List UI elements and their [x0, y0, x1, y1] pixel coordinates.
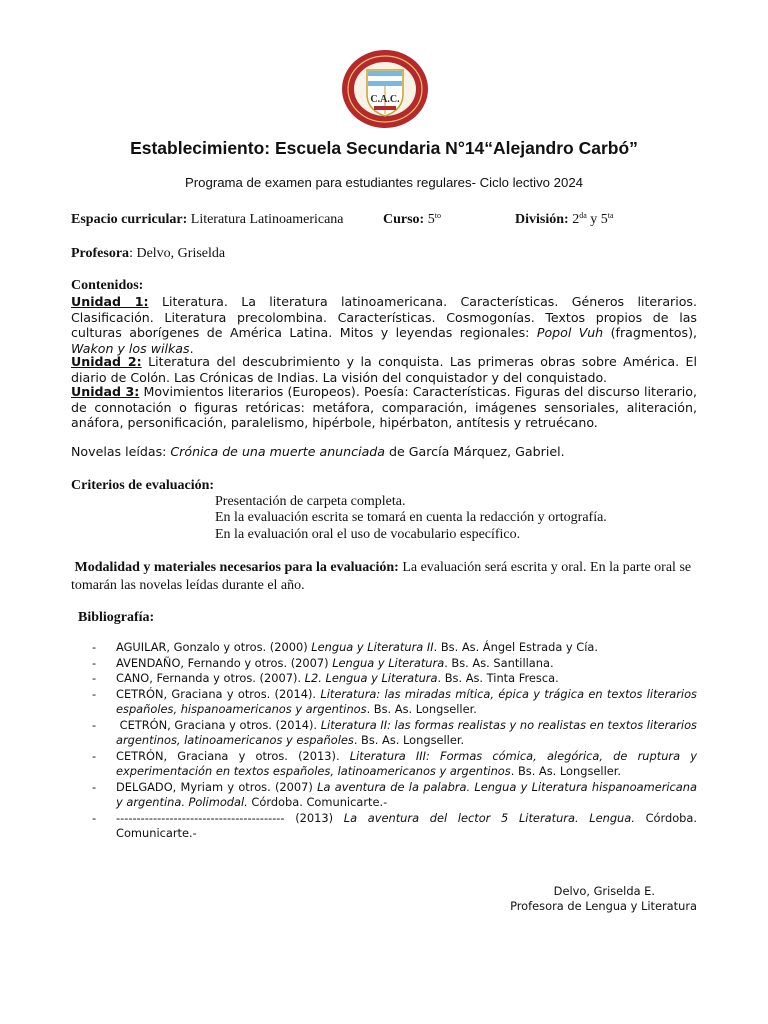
bibliografia-item — [92, 640, 697, 656]
division-value-1: 2 — [572, 212, 580, 227]
unidad-1-label: Unidad 1: — [71, 294, 149, 309]
logo-flag-stripe-mid — [368, 76, 402, 81]
bib-title: Literatura III: Formas cómica, alegórica, de ruptura y experimentación en textos españoles, latinoamericanos y argentinos — [116, 748, 697, 778]
bib-author: CETRÓN, Graciana y otros. (2013). — [116, 748, 350, 763]
bib-publisher: . Bs. As. Santillana. — [444, 655, 554, 670]
bullet-dash: - — [92, 640, 97, 654]
bib-publisher: . Bs. As. Tinta Fresca. — [437, 671, 559, 685]
novelas-author: de García Márquez, Gabriel. — [389, 444, 565, 459]
curso-sup: to — [434, 211, 441, 220]
division-sup-2: ta — [607, 211, 614, 220]
bullet-dash: - — [92, 810, 97, 825]
bib-publisher: . Bs. As. Longseller. — [366, 702, 477, 716]
division-label: División: — [515, 212, 569, 227]
bibliografia-item — [92, 671, 697, 687]
curso-label: Curso: — [383, 212, 425, 227]
unidad-1-paragraph — [71, 294, 697, 356]
espacio-label: Espacio curricular: — [71, 212, 188, 227]
criterios-heading: Criterios de evaluación: — [71, 478, 215, 493]
unidad-2-paragraph — [71, 354, 697, 385]
novelas-leidas — [71, 444, 565, 459]
bibliografia-heading: Bibliografía: — [78, 610, 155, 625]
unidad-2-text: Literatura del descubrimiento y la conquista. Las primeras obras sobre América. El diario de Colón. Las Crónicas de Indias. La visión del conquistador y del conquistado. — [71, 354, 697, 385]
unidad-1-book-popol-vuh: Popol Vuh — [536, 325, 604, 340]
bib-author: AGUILAR, Gonzalo y otros. (2000) — [116, 640, 312, 654]
bib-publisher: . Bs. As. Longseller. — [353, 733, 465, 747]
signature-role: Profesora de Lengua y Literatura — [510, 898, 697, 913]
bullet-dash: - — [92, 779, 97, 794]
page-subtitle: Programa de examen para estudiantes regulares- Ciclo lectivo 2024 — [184, 175, 584, 190]
bullet-dash: - — [92, 717, 97, 732]
division-value-2: 5 — [600, 212, 608, 227]
school-logo — [340, 48, 430, 130]
bibliografia-item — [92, 687, 697, 718]
bib-author: CANO, Fernanda y otros. (2007). — [116, 671, 305, 685]
bib-author: CETRÓN, Graciana y otros. (2014). — [116, 686, 321, 701]
bibliografia-item — [92, 718, 697, 749]
unidad-3-paragraph — [71, 384, 697, 431]
curso-value: 5 — [427, 212, 435, 227]
unidad-1-end: . — [189, 340, 194, 356]
bib-title: Literatura: las miradas mítica, épica y trágica en textos literarios españoles, hispanoamericanos y argentinos — [116, 686, 697, 716]
division-join: y — [590, 212, 598, 227]
bibliografia-item — [92, 811, 697, 842]
bib-title: Lengua y Literatura — [332, 655, 445, 670]
bibliografia-item — [92, 780, 697, 811]
unidad-2-label: Unidad 2: — [71, 354, 142, 369]
bibliografia-list — [92, 640, 697, 842]
bib-title: Lengua y Literatura II — [311, 640, 434, 654]
bullet-dash: - — [92, 686, 97, 701]
unidad-3-label: Unidad 3: — [71, 384, 140, 399]
signature-block — [497, 884, 697, 913]
bib-title: Literatura II: las formas realistas y no realistas en textos literarios argentinos, latinoamericanos y españoles — [116, 717, 697, 747]
modalidad-paragraph — [71, 559, 697, 595]
novelas-label: Novelas leídas: — [71, 444, 167, 459]
division-sup-1: da — [579, 211, 587, 220]
bib-author: ----------------------------------------- (2013) — [116, 810, 344, 825]
bullet-dash: - — [92, 748, 97, 763]
bib-publisher: Córdoba. Comunicarte.- — [116, 810, 698, 840]
bib-author: AVENDAÑO, Fernando y otros. (2007) — [116, 655, 333, 670]
bullet-dash: - — [92, 671, 97, 685]
page-title: Establecimiento: Escuela Secundaria N°14“Alejandro Carbó” — [130, 138, 638, 158]
bib-publisher: . Bs. As. Ángel Estrada y Cía. — [433, 640, 599, 654]
contenidos-heading: Contenidos: — [71, 278, 144, 293]
unidad-1-text: Literatura. La literatura latinoamericana. Características. Géneros literarios. Clasificación. Literatura precolombina. Características. Cosmogonías. Textos propios de las culturas aborígenes de América Latina. Mitos y leyendas regionales: — [71, 294, 697, 340]
espacio-value: Literatura Latinoamericana — [190, 212, 344, 227]
bibliografia-item — [92, 749, 697, 780]
bib-author: CETRÓN, Graciana y otros. (2014). — [116, 717, 321, 732]
unidad-1-book-wakon: Wakon y los wilkas — [71, 340, 190, 356]
bib-publisher: . Bs. As. Longseller. — [510, 764, 622, 778]
bib-title: La aventura de la palabra. Lengua y Literatura hispanoamericana y argentina. Polimodal. — [116, 779, 697, 809]
logo-ribbon — [374, 106, 396, 110]
bib-publisher: Córdoba. Comunicarte.- — [247, 795, 388, 809]
unidad-3-text: Movimientos literarios (Europeos). Poesía: Características. Figuras del discurso literario, de connotación o figuras retóricas: metáfora, comparación, imágenes sensoriales, aliteración, anáfora, personificación, paralelismo, hipérbole, hipérbaton, antítesis y retruécano. — [71, 384, 697, 430]
criterio-item: En la evaluación oral el uso de vocabulario específico. — [215, 527, 521, 542]
modalidad-text: La evaluación será escrita y oral. En la parte oral se tomarán las novelas leídas durante el año. — [71, 560, 692, 593]
novelas-title: Crónica de una muerte anunciada — [170, 444, 386, 459]
criterio-item: En la evaluación escrita se tomará en cuenta la redacción y ortografía. — [215, 510, 607, 525]
profesora-value: : Delvo, Griselda — [129, 246, 226, 261]
profesora-label: Profesora — [71, 246, 130, 261]
modalidad-label: Modalidad y materiales necesarios para la evaluación: — [74, 560, 399, 575]
logo-flag-stripe-top — [368, 71, 402, 76]
criterio-item: Presentación de carpeta completa. — [215, 494, 406, 509]
profesora-row — [71, 246, 225, 262]
bib-title: L2. Lengua y Literatura — [304, 671, 438, 685]
espacio-curricular-row — [71, 212, 344, 228]
division-field — [515, 212, 614, 228]
signature-name: Delvo, Griselda E. — [553, 884, 655, 898]
bibliografia-item — [92, 656, 697, 672]
unidad-1-mid: (fragmentos), — [610, 325, 697, 340]
bullet-dash: - — [92, 655, 97, 670]
bib-title: La aventura del lector 5 Literatura. Lengua. — [343, 810, 635, 825]
curso-field — [383, 212, 441, 228]
logo-flag-stripe-bottom — [368, 81, 402, 86]
bib-author: DELGADO, Myriam y otros. (2007) — [116, 779, 318, 794]
logo-initials: C.A.C. — [370, 94, 400, 105]
